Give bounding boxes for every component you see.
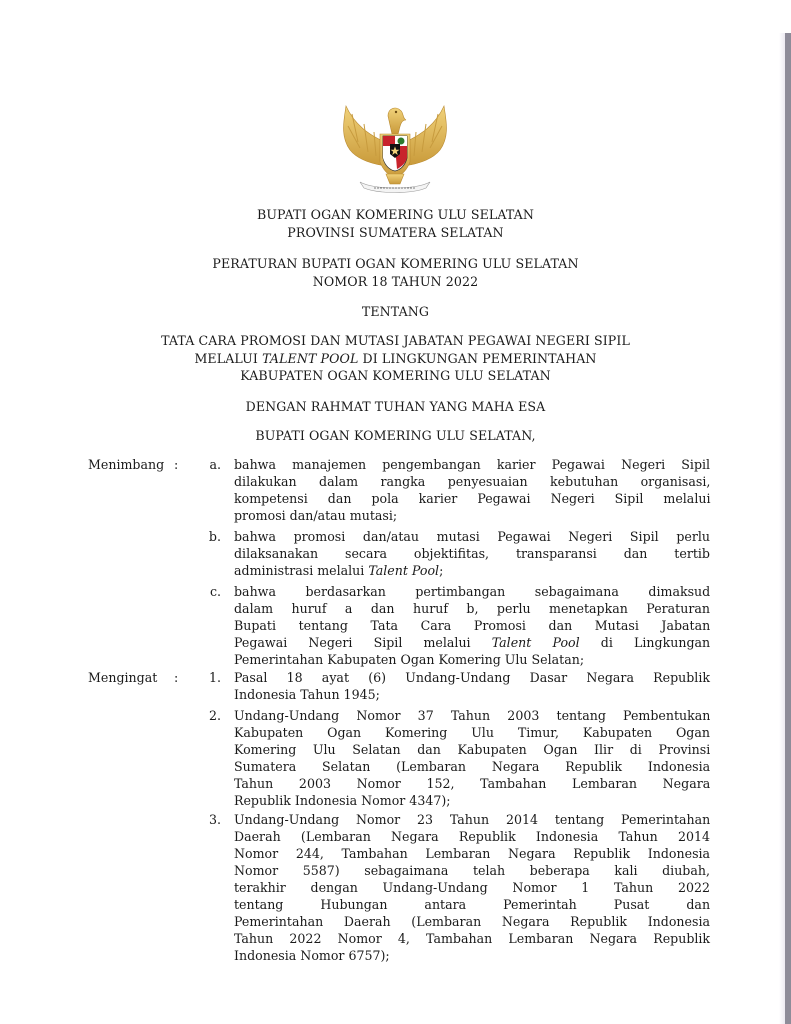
vertical-scrollbar[interactable] (785, 33, 791, 1024)
text-line: Pemerintahan Daerah (Lembaran Negara Republik Indonesia (234, 913, 710, 929)
section-colon: : (174, 670, 179, 685)
issuer-signatory-text: BUPATI OGAN KOMERING ULU SELATAN, (255, 428, 536, 443)
invocation-text: DENGAN RAHMAT TUHAN YANG MAHA ESA (245, 399, 546, 414)
issuer-signatory (0, 427, 791, 445)
text-line: Indonesia Nomor 6757); (234, 947, 390, 963)
item-marker: 1. (208, 670, 221, 685)
section-colon: : (174, 457, 179, 472)
text-line: Kabupaten Ogan Komering Ulu Timur, Kabupaten Ogan (234, 724, 710, 740)
regulation-number: NOMOR 18 TAHUN 2022 (312, 273, 479, 289)
text-line: bahwa manajemen pengembangan karier Pegawai Negeri Sipil (234, 457, 711, 472)
item-marker: b. (208, 529, 221, 544)
item-marker: a. (209, 457, 221, 472)
text-line: bahwa berdasarkan pertimbangan sebagaimana dimaksud (234, 584, 711, 599)
regulation-header (0, 255, 791, 290)
text-line: promosi dan/atau mutasi; (234, 507, 398, 523)
text-fragment-italic: Talent Pool (491, 634, 580, 650)
section-label: Mengingat (88, 670, 158, 685)
text-line: Indonesia Tahun 1945; (234, 686, 380, 702)
text-line: Nomor 5587) sebagaimana telah beberapa kali diubah, (234, 862, 710, 878)
item-text (234, 670, 710, 704)
tentang-heading (0, 303, 791, 321)
text-fragment: Pegawai Negeri Sipil melalui (234, 634, 492, 650)
text-line: Nomor 244, Tambahan Lembaran Negara Republik Indonesia (234, 845, 711, 861)
item-text (234, 584, 710, 669)
text-line: Sumatera Selatan (Lembaran Negara Republik Indonesia (234, 758, 711, 774)
item-marker: c. (209, 584, 221, 599)
text-line: Bupati tentang Tata Cara Promosi dan Mutasi Jabatan (234, 617, 711, 633)
text-line: kompetensi dan pola karier Pegawai Negeri Sipil melalui (234, 490, 711, 506)
text-line: Republik Indonesia Nomor 4347); (234, 792, 451, 808)
item-text (234, 812, 710, 964)
text-line: Tahun 2022 Nomor 4, Tambahan Lembaran Negara Republik (234, 930, 711, 946)
text-fragment: ; (439, 562, 444, 578)
text-line: Pemerintahan Kabupaten Ogan Komering Ulu Selatan; (234, 651, 585, 667)
text-line: Undang-Undang Nomor 23 Tahun 2014 tentang Pemerintahan (234, 812, 711, 827)
text-line: dalam huruf a dan huruf b, perlu menetapkan Peraturan (234, 600, 710, 616)
text-line: Pasal 18 ayat (6) Undang-Undang Dasar Negara Republik (234, 670, 710, 685)
tentang-text: TENTANG (361, 304, 430, 319)
section-label: Menimbang (88, 457, 165, 472)
text-line: dilakukan dalam rangka penyesuaian kebutuhan organisasi, (234, 473, 711, 489)
regulation-title (0, 332, 791, 385)
text-fragment-italic: Talent Pool (368, 562, 440, 578)
issuer-line-1: BUPATI OGAN KOMERING ULU SELATAN (256, 207, 534, 222)
text-line (234, 563, 710, 580)
text-line: Komering Ulu Selatan dan Kabupaten Ogan Ilir di Provinsi (234, 741, 711, 757)
text-line: tentang Hubungan antara Pemerintah Pusat dan (234, 896, 711, 912)
issuer-header (0, 206, 791, 241)
text-line: bahwa promosi dan/atau mutasi Pegawai Negeri Sipil perlu (234, 529, 710, 544)
title-line-3: KABUPATEN OGAN KOMERING ULU SELATAN (240, 368, 551, 383)
text-line: dilaksanakan secara objektifitas, transparansi dan tertib (234, 545, 710, 561)
title-line-2-italic: TALENT POOL (262, 350, 359, 366)
item-marker: 2. (208, 708, 221, 723)
item-text (234, 708, 710, 810)
item-text (234, 457, 710, 525)
text-line: Undang-Undang Nomor 37 Tahun 2003 tentang Pembentukan (234, 708, 711, 723)
title-line-2 (0, 350, 791, 368)
title-line-2-post: DI LINGKUNGAN PEMERINTAHAN (358, 350, 597, 366)
issuer-line-2: PROVINSI SUMATERA SELATAN (287, 224, 504, 240)
item-marker: 3. (208, 812, 221, 827)
text-line (234, 635, 710, 652)
regulation-name: PERATURAN BUPATI OGAN KOMERING ULU SELATAN (212, 256, 579, 271)
text-fragment: di Lingkungan (579, 634, 711, 650)
text-line: terakhir dengan Undang-Undang Nomor 1 Tahun 2022 (234, 879, 710, 895)
text-line: Tahun 2003 Nomor 152, Tambahan Lembaran Negara (234, 775, 711, 791)
text-fragment: administrasi melalui (234, 562, 369, 578)
title-line-1: TATA CARA PROMOSI DAN MUTASI JABATAN PEGAWAI NEGERI SIPIL (161, 333, 630, 348)
title-line-2-pre: MELALUI (194, 350, 263, 366)
invocation (0, 398, 791, 416)
item-text (234, 529, 710, 580)
text-line: Daerah (Lembaran Negara Republik Indonesia Tahun 2014 (234, 828, 710, 844)
garuda-emblem-icon (334, 98, 456, 196)
